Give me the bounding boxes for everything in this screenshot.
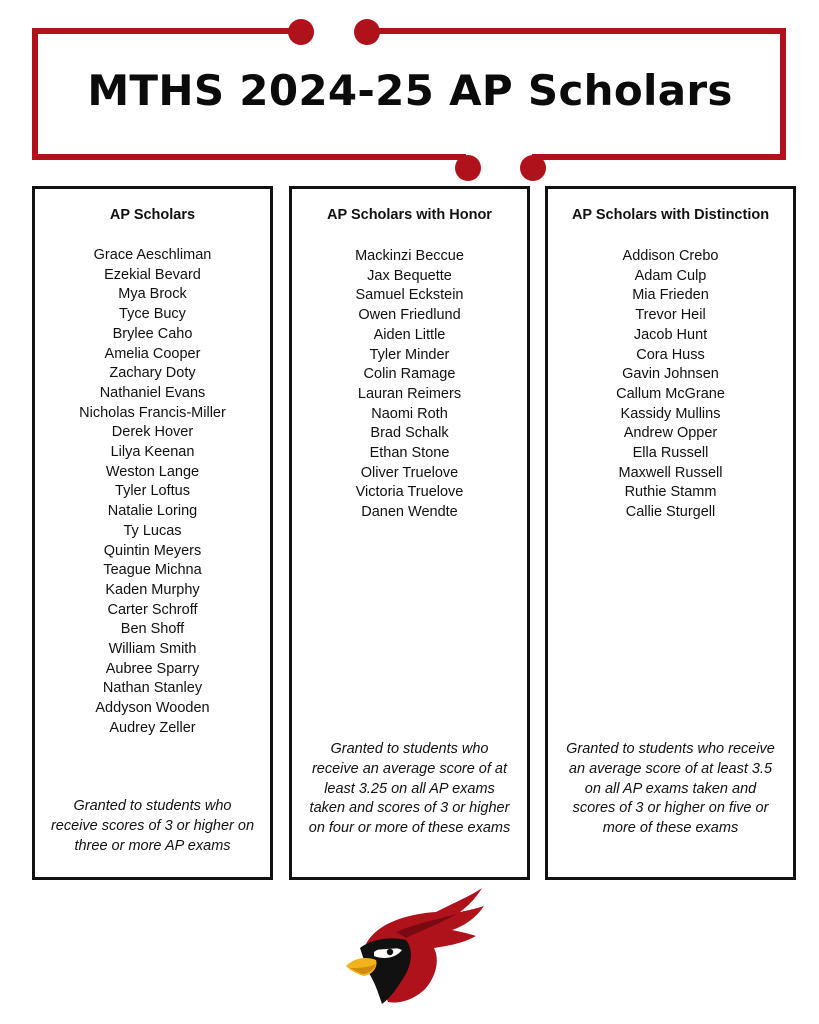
scholar-name: Aubree Sparry	[105, 660, 200, 677]
scholar-name: William Smith	[108, 641, 197, 658]
column-ap-scholars	[32, 186, 273, 880]
scholar-name: Ezekial Bevard	[104, 266, 201, 283]
column-heading: AP Scholars with Distinction	[571, 207, 770, 223]
scholar-name: Mia Frieden	[632, 287, 709, 304]
column-heading: AP Scholars with Honor	[327, 207, 492, 223]
decorative-dot	[288, 19, 314, 45]
name-list	[35, 246, 270, 739]
scholar-name: Carter Schroff	[107, 601, 198, 618]
scholar-name: Naomi Roth	[371, 405, 448, 422]
name-list	[292, 247, 527, 523]
scholar-name: Adam Culp	[634, 267, 707, 284]
scholar-name: Nathaniel Evans	[99, 384, 206, 401]
scholar-name: Cora Huss	[636, 346, 705, 363]
scholar-name: Quintin Meyers	[103, 542, 202, 559]
scholar-name: Jacob Hunt	[633, 326, 708, 343]
scholar-name: Audrey Zeller	[109, 719, 196, 736]
scholar-name: Lauran Reimers	[357, 385, 462, 402]
scholar-name: Natalie Loring	[107, 503, 198, 520]
criteria-text: Granted to students who receive an average score of at least 3.25 on all AP exams taken and scores of 3 or higher on four or more of these exams	[308, 741, 511, 837]
scholar-name: Addyson Wooden	[95, 700, 210, 717]
scholar-name: Mackinzi Beccue	[355, 248, 464, 264]
scholar-name: Ella Russell	[632, 445, 709, 462]
scholar-name: Kaden Murphy	[105, 581, 200, 598]
scholar-name: Nathan Stanley	[102, 680, 203, 697]
scholar-name: Zachary Doty	[109, 365, 196, 382]
scholar-name: Derek Hover	[111, 424, 194, 441]
scholar-name: Aiden Little	[373, 326, 446, 343]
decorative-dot	[354, 19, 380, 45]
scholar-name: Grace Aeschliman	[93, 247, 212, 263]
decorative-dot	[520, 155, 546, 181]
scholar-name: Kassidy Mullins	[620, 405, 721, 422]
scholar-name: Amelia Cooper	[104, 345, 201, 362]
scholar-name: Lilya Keenan	[110, 444, 195, 461]
scholar-name: Maxwell Russell	[618, 464, 723, 481]
scholar-name: Callum McGrane	[616, 385, 725, 402]
scholar-name: Callie Sturgell	[625, 504, 716, 521]
scholar-name: Tyce Bucy	[119, 306, 186, 323]
column-heading: AP Scholars	[109, 207, 196, 223]
scholar-name: Oliver Truelove	[360, 464, 459, 481]
scholar-name: Ben Shoff	[120, 621, 185, 638]
scholar-name: Jax Bequette	[367, 267, 452, 284]
scholar-name: Victoria Truelove	[355, 484, 464, 501]
scholar-name: Samuel Eckstein	[355, 287, 464, 304]
scholar-name: Nicholas Francis-Miller	[79, 404, 226, 421]
scholar-name: Andrew Opper	[623, 425, 718, 442]
scholar-name: Owen Friedlund	[358, 307, 461, 324]
scholar-name: Ethan Stone	[369, 445, 450, 462]
scholar-name: Addison Crebo	[622, 248, 719, 264]
scholar-name: Brylee Caho	[112, 325, 193, 342]
scholar-name: Gavin Johnsen	[622, 366, 719, 383]
scholar-name: Teague Michna	[103, 562, 202, 579]
scholar-name: Mya Brock	[118, 286, 187, 303]
column-ap-scholars-with-distinction	[545, 186, 796, 880]
scholar-name: Brad Schalk	[370, 425, 449, 442]
decorative-dot	[455, 155, 481, 181]
scholar-name: Tyler Minder	[369, 346, 450, 363]
name-list	[548, 247, 793, 523]
criteria-text: Granted to students who receive an average score of at least 3.5 on all AP exams taken and scores of 3 or higher on five or more of these exams	[566, 741, 775, 837]
column-ap-scholars-with-honor	[289, 186, 530, 880]
scholar-name: Ruthie Stamm	[624, 484, 717, 501]
scholar-name: Colin Ramage	[363, 366, 456, 383]
scholar-name: Tyler Loftus	[115, 483, 190, 500]
scholar-name: Ty Lucas	[123, 522, 182, 539]
page-title: MTHS 2024-25 AP Scholars	[87, 66, 733, 115]
cardinal-mascot-icon	[336, 884, 486, 1010]
scholar-name: Weston Lange	[105, 463, 200, 480]
scholar-name: Danen Wendte	[361, 504, 458, 521]
scholar-name: Trevor Heil	[635, 307, 706, 324]
criteria-text: Granted to students who receive scores of 3 or higher on three or more AP exams	[50, 798, 255, 854]
